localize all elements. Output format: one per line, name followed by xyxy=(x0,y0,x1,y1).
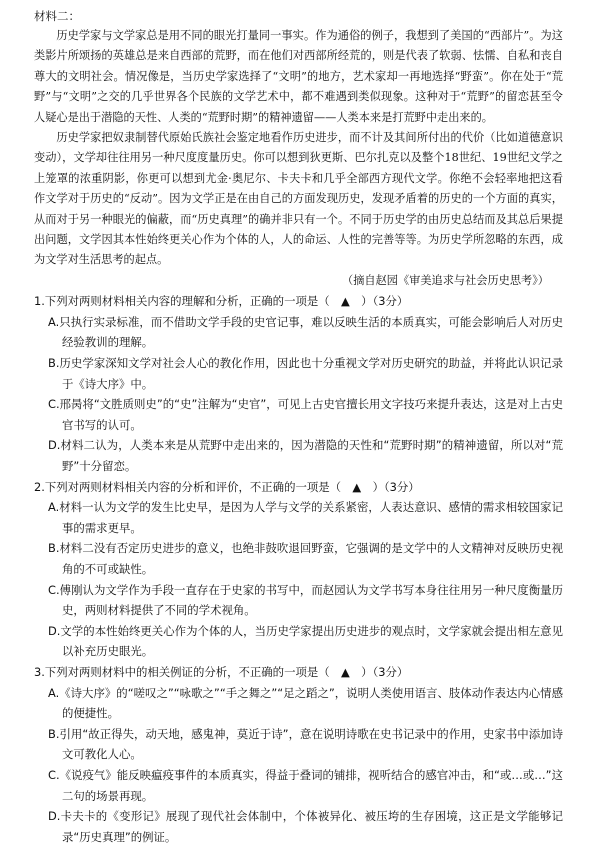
option-c: C.傅刚认为文学作为手段一直存在于史家的书写中，而赵园认为文学书写本身往往用另一种尺度衡量历史，两则材料提供了不同的学术视角。 xyxy=(48,582,563,618)
material-paragraph-2: 历史学家把奴隶制替代原始氏族社会鉴定地看作历史进步，而不计及其间所付出的代价（比如道德意识变动），文学却往往用另一种尺度度量历史。你可以想到狄更斯、巴尔扎克以及整个18世纪、19世纪文学之上笼罩的浓重阴影，你更可以想到尤金·奥尼尔、卡夫卡和几乎全部西方现代文学。你绝不会轻率地把这看作文学对于历史的“反动”。因为文学正是在由自己的方面发现历史，发现矛盾着的历史的一个方面的真实，从而对于另一种眼光的偏蔽，而“历史真理”的确并非只有一个。不同于历史学的由历史总结而及其总后果提出问题，文学因其本性始终更关心作为个体的人，人的命运、人性的完善等等。为历史学所忽略的东西，成为文学对生活思考的起点。 xyxy=(34,131,563,267)
option-d: D.卡夫卡的《变形记》展现了现代社会体制中，个体被异化、被压垮的生存困境，这正是文学能够记录“历史真理”的例证。 xyxy=(48,809,563,844)
option-a: A.只执行实录标准，而不借助文学手段的史官记事，难以反映生活的本质真实，可能会影响后人对历史经验教训的理解。 xyxy=(48,314,563,350)
question-2 xyxy=(34,477,563,662)
material-heading: 材料二： xyxy=(34,9,80,23)
question-stem: 2.下列对两则材料相关内容的分析和评价，不正确的一项是（ ▲ ）（3分） xyxy=(34,479,420,494)
option-b: B.引用“故正得失，动天地，感鬼神，莫近于诗”，意在说明诗歌在史书记录中的作用，史家书中添加诗文可教化人心。 xyxy=(48,726,563,762)
option-d: D.文学的本性始终更关心作为个体的人，当历史学家提出历史进步的观点时，文学家就会提出相左意见以补充历史眼光。 xyxy=(48,623,563,659)
option-c: C.邢昺将“文胜质则史”的“史”注解为“史官”，可见上古史官擅长用文字技巧来提升表达，这是对上古史官书写的认可。 xyxy=(48,397,563,432)
option-a: A.材料一认为文学的发生比史早，是因为人学与文学的关系紧密，人表达意识、感情的需求相较国家记事的需求更早。 xyxy=(48,500,563,535)
option-c: C.《说疫气》能反映瘟疫事件的本质真实，得益于叠词的铺排，视听结合的感官冲击，和“或…或…”这二句的场景再现。 xyxy=(48,767,563,803)
question-1 xyxy=(34,291,563,476)
question-3 xyxy=(34,662,563,847)
option-a: A.《诗大序》的“嗟叹之”“咏歌之”“手之舞之”“足之蹈之”，说明人类使用语言、肢体动作表达内心情感的便捷性。 xyxy=(48,685,563,721)
question-stem: 3.下列对两则材料中的相关例证的分析，不正确的一项是（ ▲ ）（3分） xyxy=(34,664,409,679)
material-paragraph-1: 历史学家与文学家总是用不同的眼光打量同一事实。作为通俗的例子，我想到了美国的“西部片”。为这类影片所颂扬的英雄总是来自西部的荒野，而在他们对西部所经荒的，则是代表了软弱、怯懦、自私和丧自尊大的文明社会。情况像是，当历史学家选择了“文明”的地方，艺术家却一再地选择“野蛮”。你在处于“荒野”与“文明”之交的几乎世界各个民族的文学艺术中，都不难遇到类似现象。这种对于“荒野”的留恋甚至令人疑心是出于潜隐的天性、人类的“荒野时期”的精神遗留——人类本来是打荒野中走出来的。 xyxy=(34,29,563,124)
option-b: B.历史学家深知文学对社会人心的教化作用，因此也十分重视文学对历史研究的助益，并将此认识记录于《诗大序》中。 xyxy=(48,356,563,391)
question-stem: 1.下列对两则材料相关内容的理解和分析，正确的一项是（ ▲ ）（3分） xyxy=(34,294,409,309)
option-b: B.材料二没有否定历史进步的意义，也绝非鼓吹退回野蛮，它强调的是文学中的人文精神对反映历史视角的不可或缺性。 xyxy=(48,541,563,576)
option-d: D.材料二认为，人类本来是从荒野中走出来的，因为潜隐的天性和“荒野时期”的精神遗留，所以对“荒野”十分留恋。 xyxy=(48,438,563,474)
material-source: （摘自赵园《审美追求与社会历史思考》） xyxy=(342,273,549,287)
